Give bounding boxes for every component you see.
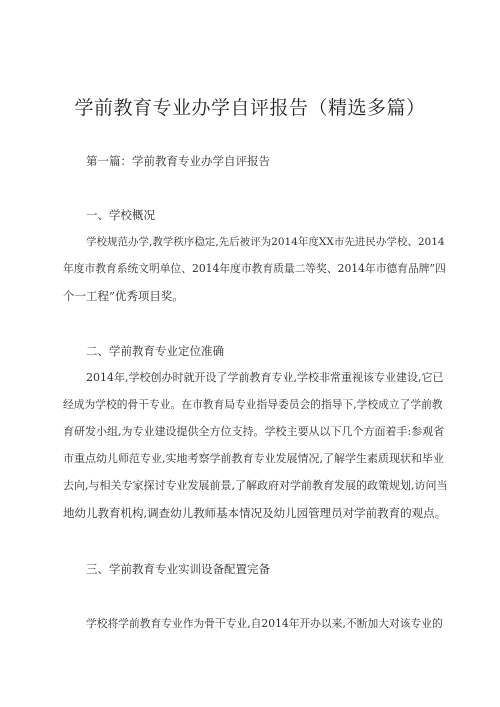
paragraph-line: 学校规范办学,教学秩序稳定,先后被评为2014年度XX市先进民办学校、2014 xyxy=(86,236,445,248)
paragraph-line: 学校将学前教育专业作为骨干专业,自2014年开办以来,不断加大对该专业的 xyxy=(86,617,443,630)
section-heading: 一、学校概况 xyxy=(86,208,155,222)
paragraph-line: 去向,与相关专家探讨专业发展前景,了解政府对学前教育发展的政策规划,访问当 xyxy=(63,479,448,492)
section-heading: 二、学前教育专业定位准确 xyxy=(86,344,224,358)
part-heading: 第一篇：学前教育专业办学自评报告 xyxy=(86,154,270,168)
paragraph-line: 地幼儿教育机构,调查幼儿教师基本情况及幼儿园管理员对学前教育的观点。 xyxy=(63,506,447,520)
section-heading: 三、学前教育专业实训设备配置完备 xyxy=(86,562,270,576)
paragraph-line: 年度市教育系统文明单位、2014年度市教育质量二等奖、2014年市德育品牌”四 xyxy=(63,262,446,275)
paragraph-line: 市重点幼儿师范专业,实地考察学前教育专业发展情况,了解学生素质现状和毕业 xyxy=(63,452,444,465)
paragraph-line: 经成为学校的骨干专业。在市教育局专业指导委员会的指导下,学校成立了学前教 xyxy=(63,398,443,411)
paragraph-line: 2014年,学校创办时就开设了学前教育专业,学校非常重视该专业建设,它已 xyxy=(86,371,444,384)
document-title: 学前教育专业办学自评报告（精选多篇） xyxy=(74,97,426,119)
paragraph-line: 个一工程”优秀项目奖。 xyxy=(63,289,184,303)
paragraph-line: 育研发小组,为专业建设提供全方位支持。学校主要从以下几个方面着手:参观省 xyxy=(63,425,445,438)
